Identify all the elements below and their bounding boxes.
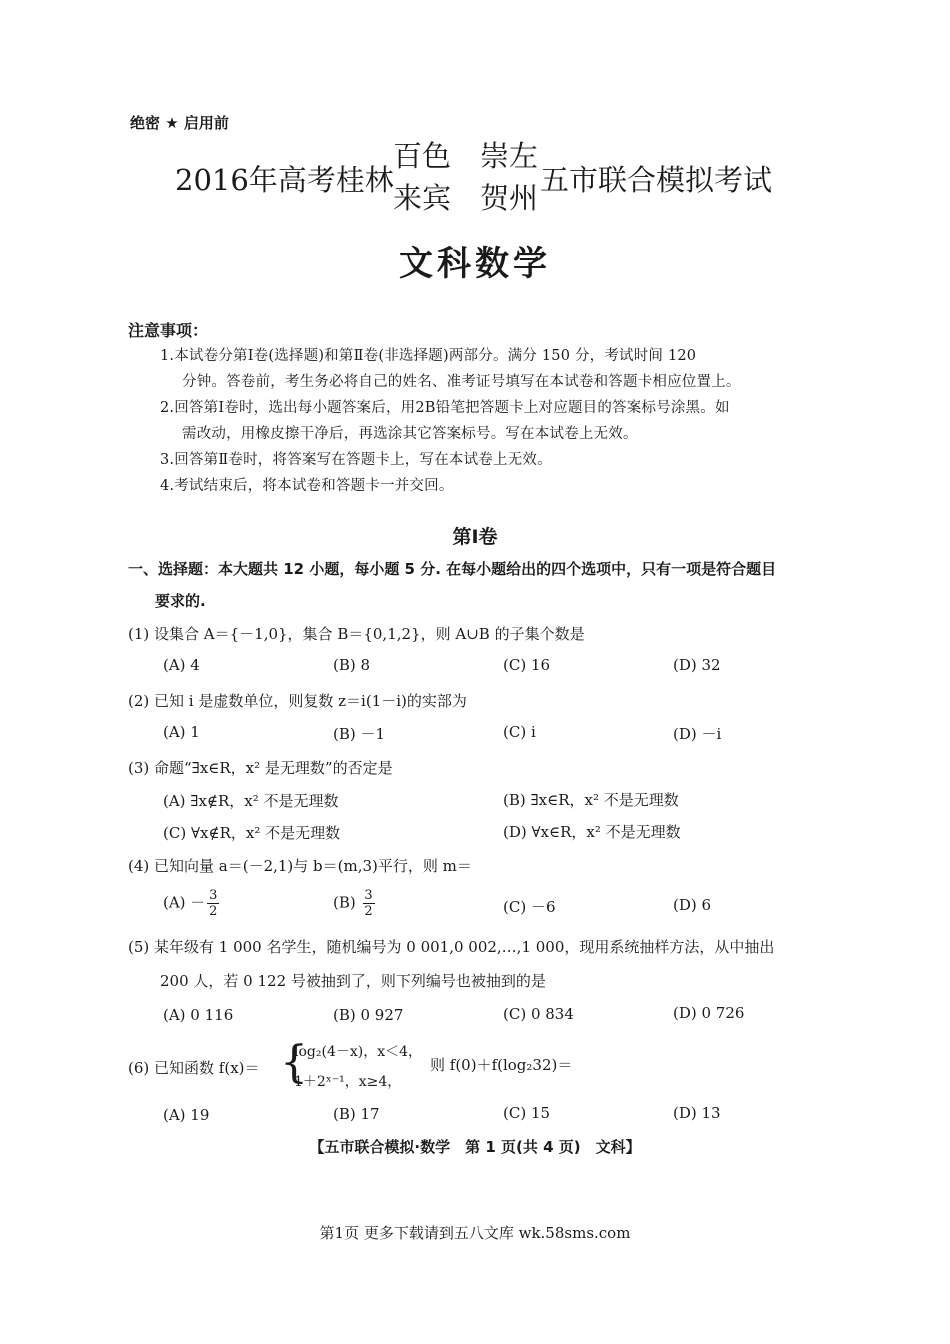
notice-line: 4.考试结束后，将本试卷和答题卡一并交回。	[160, 478, 454, 494]
option-c: (C) －6	[503, 898, 556, 916]
secret-label: 绝密 ★ 启用前	[130, 114, 229, 132]
fraction-denominator: 2	[209, 904, 218, 919]
option-a: (A) 0 116	[163, 1006, 234, 1024]
piecewise-case-2: 1＋2ˣ⁻¹，x≥4，	[294, 1074, 402, 1090]
option-b	[333, 888, 375, 919]
question-stem: (3) 命题“∃x∈R，x² 是无理数”的否定是	[128, 759, 393, 777]
option-b: (B) 8	[333, 656, 371, 674]
piecewise-brace: {	[280, 1037, 308, 1088]
section-heading-cont: 要求的.	[155, 592, 206, 610]
notice-line: 需改动，用橡皮擦干净后，再选涂其它答案标号。写在本试卷上无效。	[182, 426, 638, 442]
section-heading: 一、选择题：本大题共 12 小题，每小题 5 分. 在每小题给出的四个选项中，只有一项是符合题目	[128, 560, 777, 578]
option-d: (D) ∀x∈R，x² 不是无理数	[503, 823, 681, 841]
question-stem-cont: 200 人，若 0 122 号被抽到了，则下列编号也被抽到的是	[160, 972, 546, 990]
option-a: (A) ∃x∉R，x² 不是无理数	[163, 792, 339, 810]
option-c: (C) 15	[503, 1104, 551, 1122]
question-stem: (5) 某年级有 1 000 名学生，随机编号为 0 001,0 002,…,1 000，现用系统抽样方法，从中抽出	[128, 938, 775, 956]
notice-line: 2.回答第Ⅰ卷时，选出每小题答案后，用2B铅笔把答题卡上对应题目的答案标号涂黑。如	[160, 400, 730, 416]
option-c: (C) i	[503, 723, 536, 741]
option-b: (B) 0 927	[333, 1006, 404, 1024]
title-prefix: 2016年高考桂林	[175, 163, 394, 197]
question-stem: (4) 已知向量 a＝(－2,1)与 b＝(m,3)平行，则 m＝	[128, 857, 472, 875]
fraction	[363, 888, 375, 919]
subject-title: 文科数学	[399, 244, 551, 284]
question-stem: (1) 设集合 A＝{－1,0}，集合 B＝{0,1,2}，则 A∪B 的子集个数是	[128, 625, 585, 643]
option-b: (B) 17	[333, 1105, 380, 1123]
option-d: (D) 32	[673, 656, 721, 674]
notice-line: 1.本试卷分第Ⅰ卷(选择题)和第Ⅱ卷(非选择题)两部分。满分 150 分，考试时间 120	[160, 348, 697, 364]
fraction-denominator: 2	[364, 904, 373, 919]
option-d: (D) －i	[673, 725, 722, 743]
notice-heading: 注意事项：	[128, 321, 209, 340]
fraction-numerator: 3	[209, 888, 218, 903]
title-suffix: 五市联合模拟考试	[540, 163, 773, 197]
option-c: (C) 16	[503, 656, 551, 674]
volume-heading: 第Ⅰ卷	[452, 526, 498, 548]
option-a: (A) 19	[163, 1106, 210, 1124]
option-d: (D) 0 726	[673, 1004, 745, 1022]
notice-line: 分钟。答卷前，考生务必将自己的姓名、准考证号填写在本试卷和答题卡相应位置上。	[182, 374, 741, 390]
option-c: (C) ∀x∉R，x² 不是无理数	[163, 824, 341, 842]
title-cities-top: 百色 崇左	[393, 139, 539, 173]
fraction-numerator: 3	[364, 888, 373, 903]
page-footer: 【五市联合模拟·数学 第 1 页(共 4 页) 文科】	[309, 1138, 641, 1156]
option-b-label: (B)	[333, 893, 361, 912]
question-stem: (2) 已知 i 是虚数单位，则复数 z＝i(1－i)的实部为	[128, 692, 467, 710]
question-stem: (6) 已知函数 f(x)＝	[128, 1059, 260, 1077]
download-note: 第1页 更多下载请到五八文库 wk.58sms.com	[319, 1224, 631, 1242]
option-b: (B) －1	[333, 725, 386, 743]
title-cities-bottom: 来宾 贺州	[393, 181, 539, 215]
option-d: (D) 13	[673, 1104, 721, 1122]
option-a	[163, 888, 219, 919]
option-a-label: (A) －	[163, 893, 206, 912]
option-a: (A) 4	[163, 656, 200, 674]
question-stem-suffix: 则 f(0)＋f(log₂32)＝	[430, 1056, 573, 1074]
piecewise-case-1: log₂(4－x)，x＜4，	[294, 1044, 423, 1060]
option-a: (A) 1	[163, 723, 200, 741]
fraction	[207, 888, 219, 919]
notice-line: 3.回答第Ⅱ卷时，将答案写在答题卡上，写在本试卷上无效。	[160, 452, 552, 468]
option-d: (D) 6	[673, 896, 712, 914]
option-b: (B) ∃x∈R，x² 不是无理数	[503, 791, 679, 809]
option-c: (C) 0 834	[503, 1005, 574, 1023]
